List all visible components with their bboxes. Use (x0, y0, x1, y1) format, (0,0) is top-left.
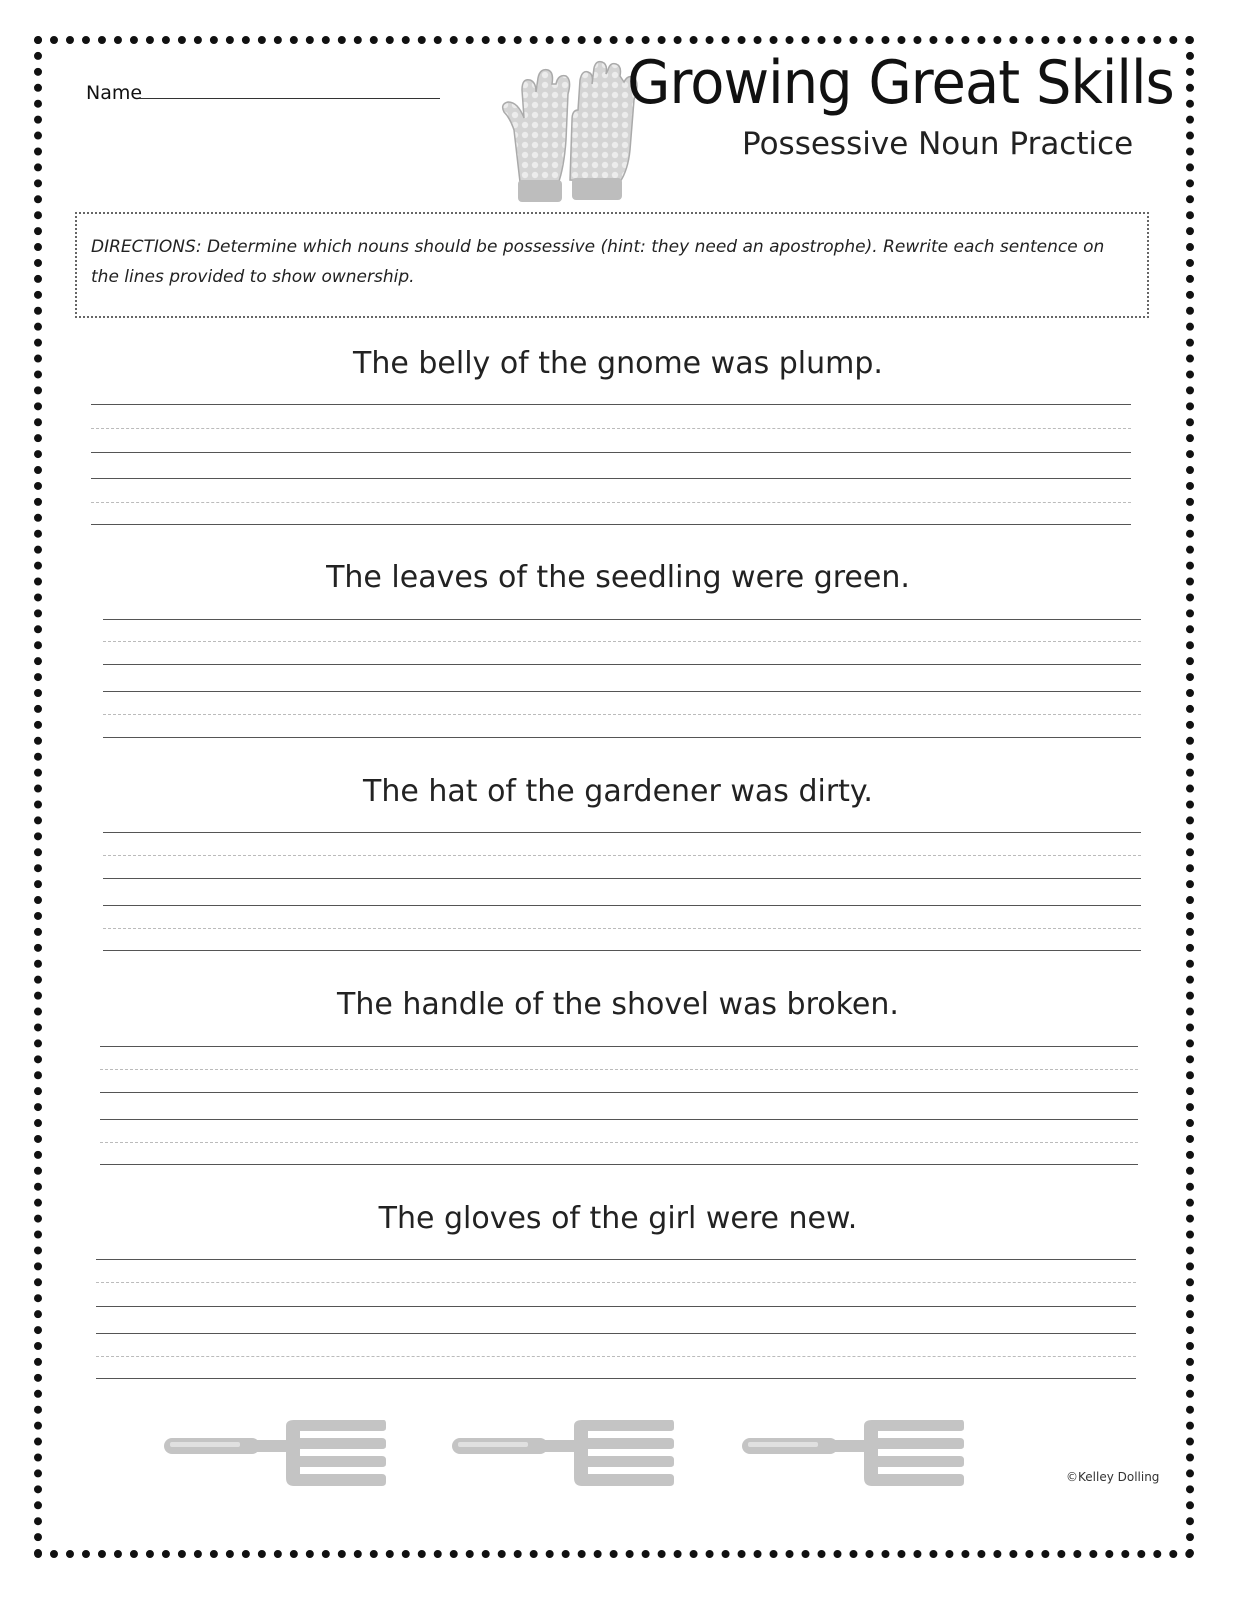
writing-line (103, 691, 1141, 692)
writing-guide-line (91, 502, 1131, 503)
garden-fork-icon (738, 1418, 968, 1488)
page-subtitle: Possessive Noun Practice (742, 126, 1134, 162)
writing-lines-3[interactable] (103, 832, 1141, 954)
writing-line (96, 1259, 1136, 1260)
writing-guide-line (103, 928, 1141, 929)
writing-line (100, 1119, 1138, 1120)
writing-line (91, 404, 1131, 405)
name-label: Name (86, 82, 143, 104)
writing-guide-line (96, 1282, 1136, 1283)
sentence-2: The leaves of the seedling were green. (326, 560, 910, 595)
writing-line (91, 452, 1131, 453)
writing-line (96, 1378, 1136, 1379)
sentence-5: The gloves of the girl were new. (378, 1201, 858, 1236)
writing-line (100, 1164, 1138, 1165)
writing-line (103, 878, 1141, 879)
writing-line (100, 1092, 1138, 1093)
writing-line (103, 950, 1141, 951)
writing-lines-2[interactable] (103, 619, 1141, 741)
writing-guide-line (91, 428, 1131, 429)
writing-guide-line (103, 641, 1141, 642)
directions-text: DIRECTIONS: Determine which nouns should be possessive (hint: they need an apostrophe). Rewrite each sentence on the lines provided to show ownership. (91, 237, 1105, 287)
writing-guide-line (103, 714, 1141, 715)
sentence-3: The hat of the gardener was dirty. (363, 774, 873, 809)
writing-line (103, 664, 1141, 665)
page-title: Growing Great Skills (627, 48, 1174, 118)
writing-line (91, 524, 1131, 525)
writing-guide-line (100, 1142, 1138, 1143)
garden-fork-icon (160, 1418, 390, 1488)
copyright-text: ©Kelley Dolling (1066, 1470, 1160, 1484)
writing-line (103, 832, 1141, 833)
writing-lines-5[interactable] (96, 1259, 1136, 1381)
writing-line (103, 737, 1141, 738)
writing-line (103, 905, 1141, 906)
name-write-line (140, 98, 440, 99)
writing-line (91, 478, 1131, 479)
writing-line (100, 1046, 1138, 1047)
garden-fork-icon (448, 1418, 678, 1488)
writing-guide-line (103, 855, 1141, 856)
writing-lines-4[interactable] (100, 1046, 1138, 1168)
directions-box (75, 212, 1149, 318)
writing-guide-line (100, 1069, 1138, 1070)
writing-guide-line (96, 1356, 1136, 1357)
writing-line (96, 1306, 1136, 1307)
sentence-4: The handle of the shovel was broken. (337, 987, 899, 1022)
writing-line (96, 1333, 1136, 1334)
writing-line (103, 619, 1141, 620)
writing-lines-1[interactable] (91, 404, 1131, 526)
sentence-1: The belly of the gnome was plump. (353, 346, 883, 381)
